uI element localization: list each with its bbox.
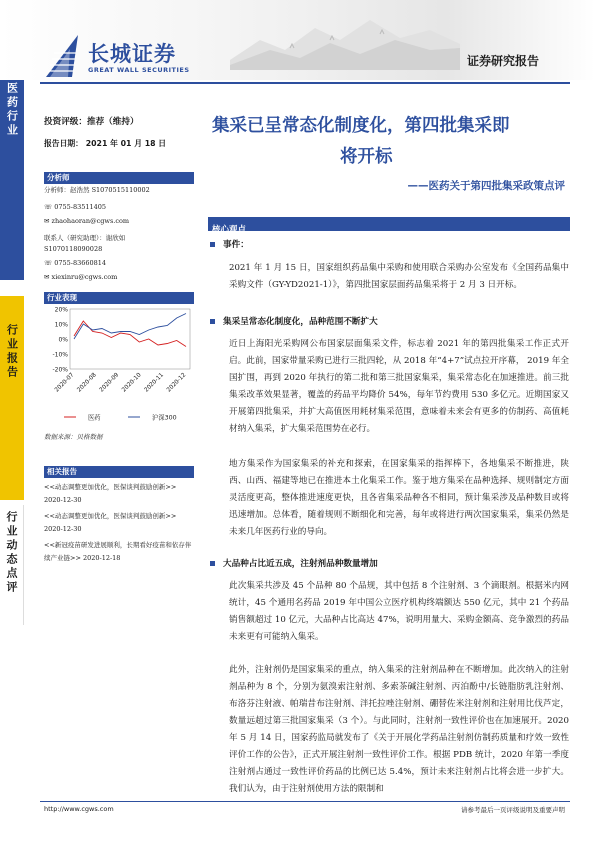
phone-icon: ☏ — [44, 259, 53, 267]
email-icon: ✉ — [44, 217, 50, 225]
side-tab-industry — [0, 72, 24, 280]
analyst-name: 分析师：赵浩然 S1070515110002 — [44, 186, 150, 194]
related-report-item[interactable]: <<动态调整更加优化，医保谈判鼓励创新>> 2020-12-30 — [44, 483, 177, 504]
company-name-en: GREAT WALL SECURITIES — [88, 66, 190, 74]
y-tick-label: 20% — [54, 306, 68, 314]
company-name-cn: 长城证券 — [88, 42, 176, 66]
company-logo-icon — [42, 33, 82, 79]
report-type: 证券研究报告 — [467, 54, 540, 68]
bullet-square-icon — [210, 242, 215, 247]
y-tick-label: -20% — [52, 366, 68, 374]
report-title-line2: 将开标 — [340, 147, 393, 167]
report-title-line1: 集采已呈常态化制度化，第四批集采即 — [212, 116, 510, 136]
email-icon: ✉ — [44, 273, 50, 281]
x-tick-label: 2020-10 — [121, 372, 143, 394]
side-tab-report-subtype-label: 行业动态点评 — [5, 511, 18, 595]
section-normalization-para2: 地方集采作为国家集采的补充和探索，在国家集采的指挥棒下，各地集采不断推进，陕西、山西、福建等地已在推进本土化集采工作。鉴于地方集采在品种选择、规则制定方面灵活度更高，整体推进速度更快，且各省集采品种各不相同，预计集采涉及品种数目或将迅速增加。总体看，随着规则不断细化和完善，每年或将进行两次国家集采，集采仍然是未来几年医药行业的导向。 — [229, 459, 569, 537]
bullet-square-icon — [210, 319, 215, 324]
contact-phone-value: 0755-83660814 — [54, 259, 107, 267]
section-normalization-para1: 近日上海阳光采购网公布国家层面集采文件，标志着 2021 年的第四批集采工作正式开启。此前，国家带量采购已进行三批四轮，从 2018 年“4+7”试点拉开序幕， 2019 年全国扩围，再到 2020 年执行的第二批和第三批国家集采，集采常态化在加速推进。前三批集采改革效果显著，覆盖的药品平均降价 54%，每年节约费用 530 多亿元。近期国家又开展第四批集采，并扩大高值医用耗材集采范围，意味着未来会有更多的仿制药、高值耗材纳入集采，扩大集采范围势在必行。 — [229, 339, 569, 434]
footer-url[interactable]: http://www.cgws.com — [44, 805, 114, 813]
related-report-item[interactable]: <<新冠疫苗研发进展顺利，长期看好疫苗和依存伴续产业链>> 2020-12-18 — [44, 541, 192, 562]
industry-trend-chart — [44, 305, 194, 427]
related-reports-list — [44, 481, 194, 568]
section-injection-title: 大品种占比近五成，注射剂品种数量增加 — [223, 559, 378, 569]
x-tick-label: 2020-08 — [76, 372, 98, 394]
side-tab-report-type — [0, 296, 24, 500]
footer-disclaimer: 请参考最后一页评级说明及重要声明 — [461, 806, 565, 814]
contact-id: S1070118090028 — [44, 245, 103, 253]
section-normalization-heading — [210, 315, 378, 327]
section-injection-heading — [210, 557, 378, 569]
great-wall-landscape — [230, 10, 460, 70]
footer-divider — [40, 801, 570, 802]
series-line-csi300 — [74, 314, 186, 340]
related-section-header: 相关报告 — [44, 466, 194, 478]
x-tick-label: 2020-09 — [98, 372, 121, 394]
y-tick-label: 0% — [58, 336, 68, 344]
related-report-item[interactable]: <<动态调整更加优化，医保谈判鼓励创新>> 2020-12-30 — [44, 512, 177, 533]
data-source-note: 数据来源：贝格数据 — [44, 433, 103, 441]
side-tab-report-type-label: 行业报告 — [5, 324, 19, 380]
contact-phone — [44, 258, 194, 269]
report-date: 报告日期： 2021 年 01 月 18 日 — [44, 139, 167, 148]
core-section-header — [208, 217, 570, 235]
analyst-email-value[interactable]: zhaohaoran@cgws.com — [51, 217, 130, 225]
series-line-pharma — [74, 321, 186, 347]
legend-label: 沪深300 — [152, 414, 177, 422]
analyst-email[interactable] — [44, 216, 194, 227]
section-event-para: 2021 年 1 月 15 日，国家组织药品集中采购和使用联合采购办公室发布《全国药品集中采购文件（GY-YD2021-1）》，第四批国家层面药品集采将于 2 月 3 日开标。 — [229, 263, 569, 290]
section-normalization-title: 集采呈常态化制度化，品种范围不断扩大 — [223, 317, 378, 327]
chart-plot-frame — [70, 309, 190, 369]
x-tick-label: 2020-07 — [54, 372, 76, 394]
section-event-title: 事件： — [223, 240, 249, 250]
section-event-heading — [210, 238, 249, 250]
analyst-phone — [44, 202, 194, 213]
trend-section-header: 行业表现 — [44, 292, 194, 304]
legend-label: 医药 — [88, 414, 101, 422]
section-injection-para1: 此次集采共涉及 45 个品种 80 个品规，其中包括 8 个注射剂、3 个滴眼剂。根据米内网统计，45 个通用名药品 2019 年中国公立医疗机构终端额达 550 亿元，其中 21 个药品销售额超过 10 亿元，大品种占比高达 47%，说明用量大、采购金额高、竞争激烈的药品未来更有可能纳入集采。 — [229, 581, 569, 642]
investment-rating: 投资评级：推荐（维持） — [44, 117, 139, 127]
side-tab-report-subtype — [0, 505, 24, 625]
y-tick-label: 10% — [54, 321, 68, 329]
analyst-phone-value: 0755-83511405 — [54, 203, 107, 211]
y-tick-label: -10% — [52, 351, 68, 359]
x-tick-label: 2020-12 — [166, 372, 188, 394]
core-section-label: 核心观点 — [212, 225, 247, 235]
report-subtitle: ——医药关于第四批集采政策点评 — [407, 180, 565, 192]
header-divider — [40, 82, 570, 84]
section-injection-para2: 此外，注射剂仍是国家集采的重点，纳入集采的注射剂品种在不断增加。此次纳入的注射剂品种为 8 个，分别为氨溴索注射剂、多索茶碱注射剂、丙泊酚中/长链脂肪乳注射剂、布洛芬注射液、帕瑞昔布注射剂、泮托拉唑注射剂、硼替佐米注射剂和注射用比伐芦定，数量远超过第三批国家集采（3 个）。与此同时，注射剂一致性评价也在加速展开。2020 年 5 月 14 日，国家药监局就发布了《关于开展化学药品注射剂仿制药质量和疗效一致性评价工作的公告》，正式开展注射剂一致性评价工作。根据 PDB 统计，2020 年第一季度注射剂占通过一致性评价药品的比例已达 5.4%，预计未来注射剂占比将会进一步扩大。我们认为，由于注射剂使用方法的限制和 — [229, 665, 569, 794]
bullet-square-icon — [210, 561, 215, 566]
side-tab-industry-label: 医药行业 — [5, 82, 19, 138]
analyst-info — [44, 185, 194, 283]
x-tick-label: 2020-11 — [143, 372, 166, 394]
contact-name: 联系人（研究助理）：谢欣如 — [44, 234, 126, 242]
contact-email[interactable] — [44, 272, 194, 283]
analyst-section-header: 分析师 — [44, 172, 194, 184]
contact-email-value[interactable]: xiexinru@cgws.com — [51, 273, 118, 281]
phone-icon: ☏ — [44, 203, 53, 211]
